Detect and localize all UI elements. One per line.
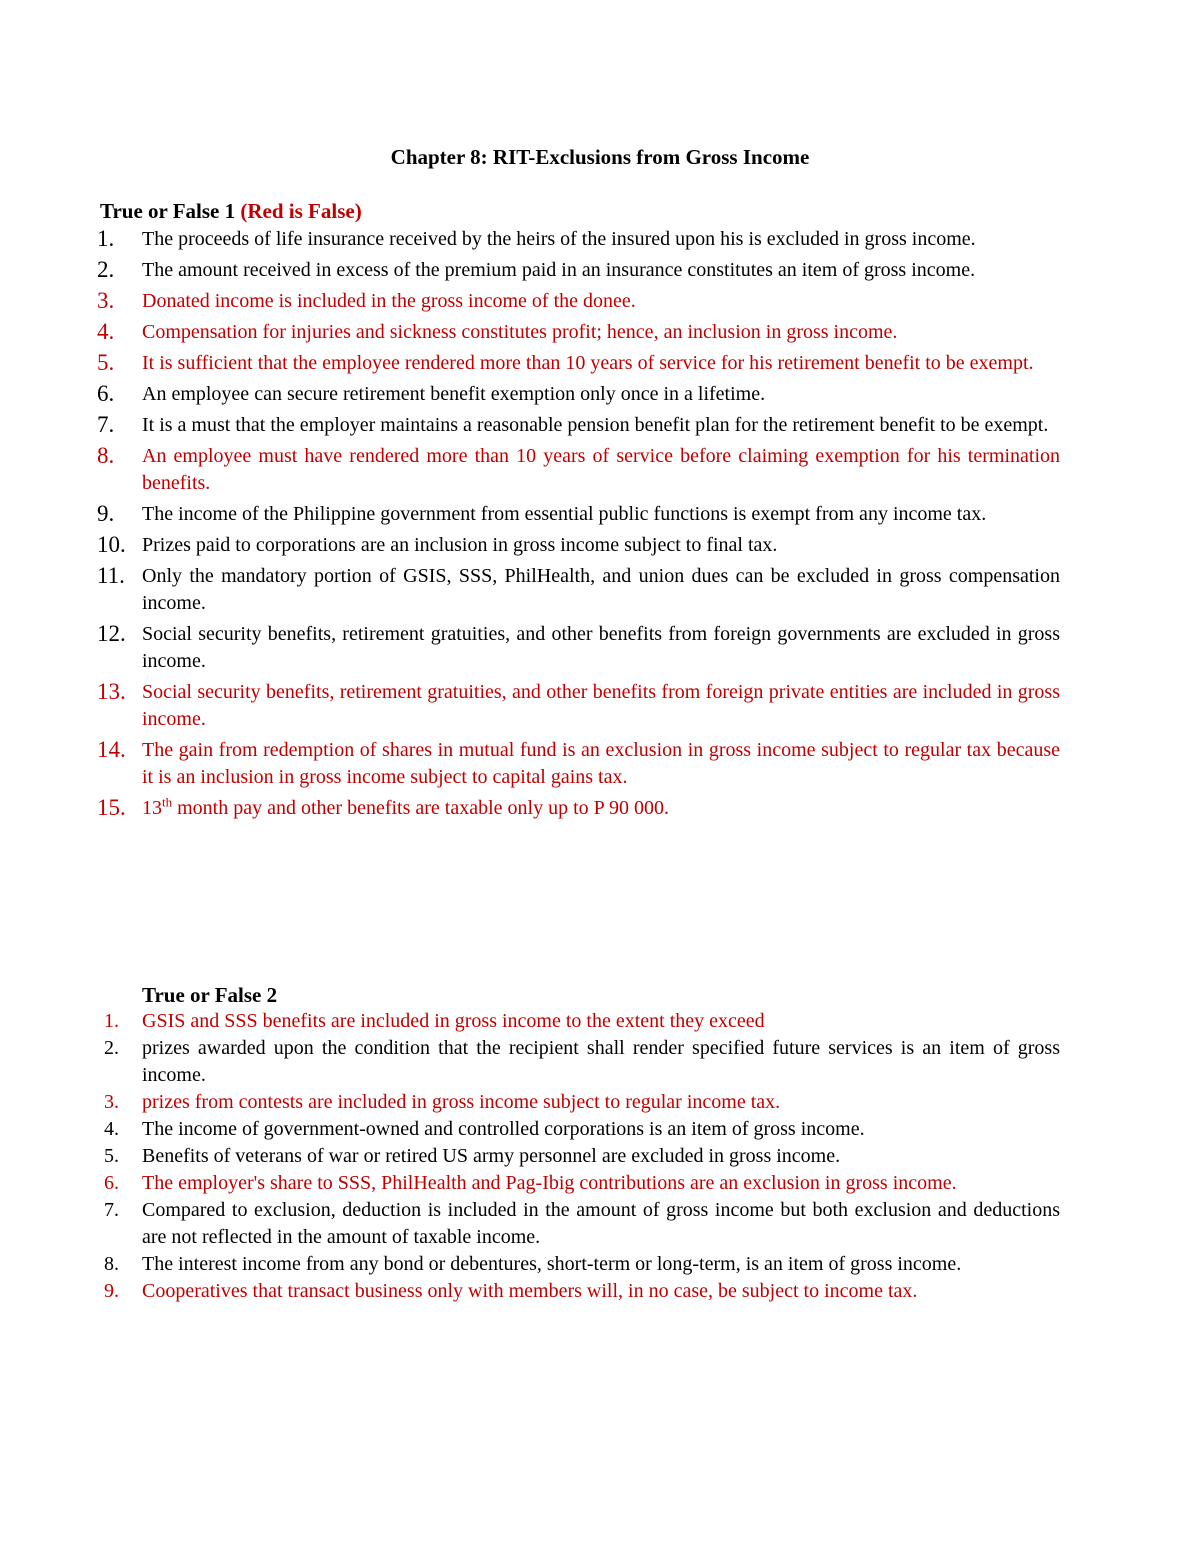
- question-number: 2.: [97, 257, 115, 282]
- question-text: Social security benefits, retirement gratuities, and other benefits from foreign private entities are included in gross income.: [142, 681, 1060, 730]
- question-text: prizes awarded upon the condition that the recipient shall render specified future services is an item of gross income.: [142, 1037, 1060, 1086]
- question-item: [0, 679, 1060, 733]
- question-number: 9.: [97, 501, 115, 526]
- question-item: [0, 288, 1060, 315]
- question-item: [0, 501, 1060, 528]
- question-text: Cooperatives that transact business only with members will, in no case, be subject to income tax.: [142, 1280, 918, 1302]
- question-item: [0, 1143, 1060, 1170]
- question-number: 10.: [97, 532, 126, 557]
- question-text: The employer's share to SSS, PhilHealth and Pag-Ibig contributions are an exclusion in gross income.: [142, 1172, 957, 1194]
- question-item: [0, 621, 1060, 675]
- question-number: 5.: [97, 350, 115, 375]
- question-text: An employee can secure retirement benefit exemption only once in a lifetime.: [142, 383, 766, 405]
- question-item: [0, 1197, 1060, 1251]
- question-text: Social security benefits, retirement gratuities, and other benefits from foreign governments are excluded in gross income.: [142, 623, 1060, 672]
- question-text: The income of the Philippine government from essential public functions is exempt from any income tax.: [142, 503, 987, 525]
- question-item: [0, 1116, 1060, 1143]
- question-item: [0, 443, 1060, 497]
- question-text: The amount received in excess of the premium paid in an insurance constitutes an item of gross income.: [142, 259, 976, 281]
- section1-heading-text: True or False 1: [100, 199, 236, 223]
- section1-heading: [100, 197, 362, 225]
- question-text: The interest income from any bond or debentures, short-term or long-term, is an item of gross income.: [142, 1253, 962, 1275]
- question-number: 3.: [104, 1091, 119, 1113]
- question-number: 1.: [104, 1010, 119, 1032]
- question-number: 9.: [104, 1280, 119, 1302]
- question-item: [0, 1035, 1060, 1089]
- question-text: Benefits of veterans of war or retired US army personnel are excluded in gross income.: [142, 1145, 841, 1167]
- true-false-list-2: [0, 1008, 1200, 1305]
- question-number: 15.: [97, 795, 126, 820]
- question-number: 12.: [97, 621, 126, 646]
- question-item: [0, 412, 1060, 439]
- question-text: Donated income is included in the gross income of the donee.: [142, 290, 636, 312]
- question-number: 4.: [97, 319, 115, 344]
- question-item: [0, 1278, 1060, 1305]
- question-item: [0, 1089, 1060, 1116]
- question-item: [0, 1170, 1060, 1197]
- question-number: 7.: [104, 1199, 119, 1221]
- question-number: 7.: [97, 412, 115, 437]
- question-text-suffix: month pay and other benefits are taxable only up to P 90 000.: [172, 797, 670, 819]
- question-item: [0, 1008, 1060, 1035]
- question-number: 1.: [97, 226, 115, 251]
- question-number: 11.: [97, 563, 125, 588]
- question-text: Compared to exclusion, deduction is included in the amount of gross income but both exclusion and deductions are not reflected in the amount of taxable income.: [142, 1199, 1060, 1248]
- question-text: It is a must that the employer maintains a reasonable pension benefit plan for the retirement benefit to be exempt.: [142, 414, 1049, 436]
- question-text: Compensation for injuries and sickness constitutes profit; hence, an inclusion in gross income.: [142, 321, 898, 343]
- question-text: It is sufficient that the employee rendered more than 10 years of service for his retirement benefit to be exempt.: [142, 352, 1034, 374]
- question-item: [0, 226, 1060, 253]
- question-text: The income of government-owned and controlled corporations is an item of gross income.: [142, 1118, 865, 1140]
- question-item: [0, 257, 1060, 284]
- question-number: 6.: [104, 1172, 119, 1194]
- question-number: 8.: [97, 443, 115, 468]
- question-text: Prizes paid to corporations are an inclusion in gross income subject to final tax.: [142, 534, 778, 556]
- question-number: 3.: [97, 288, 115, 313]
- question-item: [0, 1251, 1060, 1278]
- page-title: Chapter 8: RIT-Exclusions from Gross Income: [390, 145, 810, 169]
- true-false-list-1: [0, 226, 1200, 826]
- section2-heading: True or False 2: [142, 983, 278, 1007]
- question-text: The gain from redemption of shares in mutual fund is an exclusion in gross income subject to regular tax because it is an inclusion in gross income subject to capital gains tax.: [142, 739, 1060, 788]
- question-text: An employee must have rendered more than 10 years of service before claiming exemption for his termination benefits.: [142, 445, 1060, 494]
- question-item: [0, 532, 1060, 559]
- question-number: 6.: [97, 381, 115, 406]
- question-text: Only the mandatory portion of GSIS, SSS, PhilHealth, and union dues can be excluded in gross compensation income.: [142, 565, 1060, 614]
- question-item: [0, 381, 1060, 408]
- ordinal-suffix: th: [162, 794, 173, 810]
- question-item: [0, 737, 1060, 791]
- question-number: 8.: [104, 1253, 119, 1275]
- question-text: prizes from contests are included in gross income subject to regular income tax.: [142, 1091, 781, 1113]
- question-item: [0, 795, 1060, 822]
- question-text-prefix: 13: [142, 797, 162, 819]
- question-item: [0, 350, 1060, 377]
- question-number: 13.: [97, 679, 126, 704]
- question-number: 4.: [104, 1118, 119, 1140]
- question-number: 14.: [97, 737, 126, 762]
- question-number: 5.: [104, 1145, 119, 1167]
- false-legend: (Red is False): [240, 199, 362, 223]
- question-number: 2.: [104, 1037, 119, 1059]
- question-item: [0, 319, 1060, 346]
- question-text: GSIS and SSS benefits are included in gross income to the extent they exceed: [142, 1010, 765, 1032]
- question-item: [0, 563, 1060, 617]
- question-text: The proceeds of life insurance received by the heirs of the insured upon his is excluded in gross income.: [142, 228, 976, 250]
